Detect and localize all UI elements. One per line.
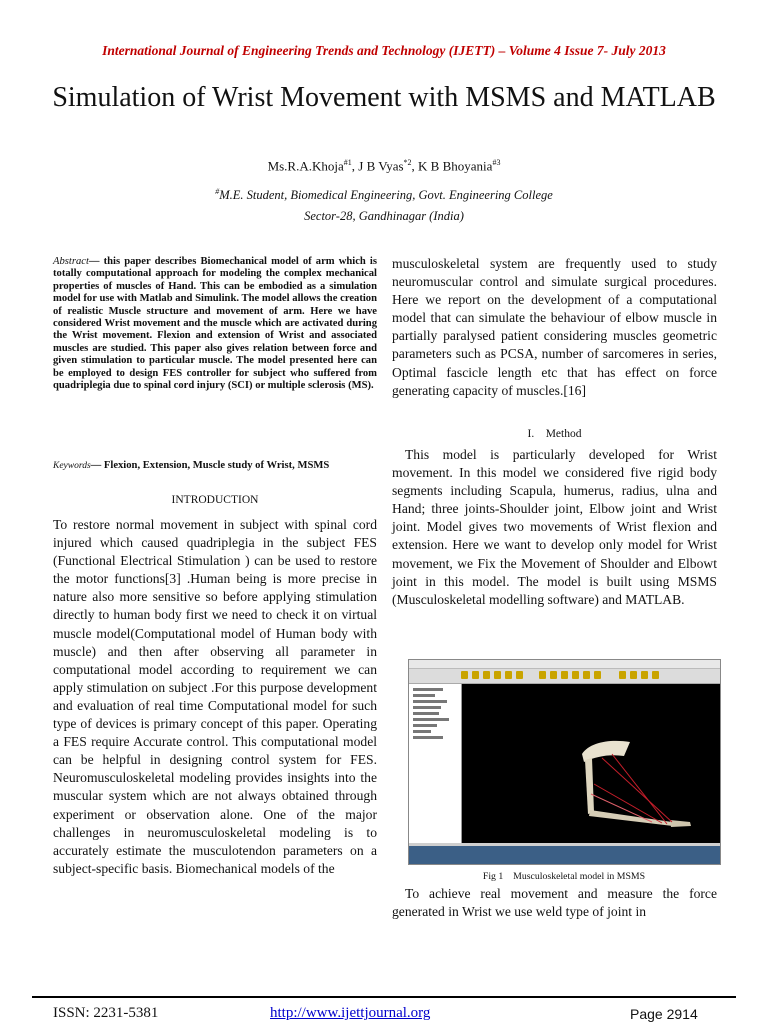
- footer-rule: [32, 996, 736, 998]
- toolbar-icon: [505, 671, 512, 679]
- muscle-line: [612, 754, 667, 824]
- affiliation-line-2: Sector-28, Gandhinagar (India): [304, 209, 464, 224]
- keywords: [53, 460, 377, 471]
- keywords-label: Keywords: [53, 461, 91, 471]
- toolbar-icon: [630, 671, 637, 679]
- author-name: Ms.R.A.Khoja: [267, 158, 344, 174]
- method-paragraph: This model is particularly developed for Wrist movement. In this model we considered five rigid body segments including Scapula, humerus, radius, ulna and Hand; three joints-Shoulder joint, Elbow joint and Wrist joint. Model gives two movements of Wrist flexion and extension. Here we want to develop only model for Wrist movement, we Fix the Movement of Shoulder and Elbowt joint in this model. The model is built using MSMS (Musculoskeletal modelling software) and MATLAB.: [392, 447, 717, 607]
- toolbar-icon: [472, 671, 479, 679]
- figure-taskbar: [409, 846, 720, 864]
- abstract-text: — this paper describes Biomechanical model of arm which is totally computational approach for modeling the complex mechanical properties of muscles of Hand. This can be embodied as a simulation model for use with Matlab and Simulink. The model allows the creation of realistic Muscle structure and movement of arm. Here we have considered Wrist movement and the muscle which are activated during the Wrist movement. Flexion and extension of Wrist and associated muscles are studied. This paper also gives relation between force and given stimulation to particular muscle. The model presented here can be employed to design FES controller for subject who suffered from quadriplegia due to spinal cord injury (SCI) or multiple sclerosis (MS).: [53, 256, 377, 392]
- footer-issn: ISSN: 2231-5381: [53, 1005, 159, 1021]
- footer-url-link[interactable]: http://www.ijettjournal.org: [270, 1005, 431, 1021]
- author-sup: #3: [492, 158, 501, 167]
- toolbar-icon: [619, 671, 626, 679]
- affiliation: [0, 181, 768, 227]
- method-text: [392, 446, 717, 609]
- figure-3d-viewport: [462, 684, 720, 846]
- toolbar-icon: [461, 671, 468, 679]
- figure-msms-screenshot: [408, 659, 721, 865]
- toolbar-icon: [494, 671, 501, 679]
- tree-row: [413, 706, 441, 709]
- author-name: J B Vyas: [358, 158, 404, 174]
- section-heading-method: I. Method: [527, 428, 582, 440]
- toolbar-icon: [516, 671, 523, 679]
- arm-model-drawing: [462, 684, 720, 846]
- after-figure-text: [392, 885, 717, 921]
- figure-menubar: [409, 660, 720, 669]
- toolbar-icon: [561, 671, 568, 679]
- tree-row: [413, 736, 443, 739]
- toolbar-icon: [550, 671, 557, 679]
- tree-row: [413, 694, 435, 697]
- toolbar-icon: [539, 671, 546, 679]
- toolbar-icon: [583, 671, 590, 679]
- figure-toolbar: [409, 669, 720, 684]
- tree-row: [413, 700, 447, 703]
- humerus-shape: [585, 758, 594, 814]
- introduction-text: To restore normal movement in subject with spinal cord injured which caused quadriplegia in the subject FES (Functional Electrical Stimulation ) can be used to restore the motor functions[3] .Human being is more precise in nature also more sensitive so before applying stimulation directly to human body first we need to check it on virtual muscle model(Computational model of Human body with muscle) and then after observing all parameter in computational model according to requirement we can apply stimulation on subject .For this purpose development and evaluation of real time Computational model for such type of devices is primary concept of this paper. Operating a FES require Accurate control. This computational model can be helpful in designing control system for FES. Neuromusculoskeletal modeling provides insights into the muscular system which are not always obtained through experiment or observation alone. One of the major challenges in neuromusculoskeletal modeling is to accurately estimate the musculotendon parameters on a subject-specific basis. Biomechanical models of the: [53, 517, 377, 876]
- toolbar-icon: [572, 671, 579, 679]
- toolbar-icon: [641, 671, 648, 679]
- section-heading-introduction: INTRODUCTION: [171, 494, 259, 506]
- hand-shape: [670, 820, 691, 827]
- after-figure-paragraph: To achieve real movement and measure the force generated in Wrist we use weld type of joint in: [392, 886, 717, 920]
- footer-page-number: Page 2914: [630, 1006, 698, 1022]
- tree-row: [413, 718, 449, 721]
- affiliation-line-1: M.E. Student, Biomedical Engineering, Govt. Engineering College: [219, 188, 553, 203]
- author-name: K B Bhoyania: [418, 158, 493, 174]
- tree-row: [413, 712, 439, 715]
- affiliation-sup: #: [215, 187, 220, 196]
- tree-row: [413, 724, 437, 727]
- right-column-continuation: musculoskeletal system are frequently used to study neuromuscular control and simulate surgical procedures. Here we report on the development of a computational model that can simulate the behaviour of elbow muscle in partially paralysed patient considering muscles geometric parameters such as PCSA, number of sarcomeres in series, Optimal fascicle length etc that has effect on force generating capacity of muscles.[16]: [392, 256, 717, 398]
- figure-model-tree: [409, 684, 462, 846]
- author-list: Ms.R.A.Khoja$^{\#1}$, J B Vyas$^{*2}$, K B Bhoyania$^{\#3}$: [267, 158, 501, 174]
- figure-caption: Fig 1 Musculoskeletal model in MSMS: [482, 871, 646, 882]
- toolbar-icon: [652, 671, 659, 679]
- author-sup: *2: [403, 158, 412, 167]
- tree-row: [413, 688, 443, 691]
- keywords-text: — Flexion, Extension, Muscle study of Wrist, MSMS: [90, 460, 330, 471]
- author-sup: #1: [343, 158, 352, 167]
- paper-title: Simulation of Wrist Movement with MSMS and MATLAB: [52, 82, 716, 113]
- journal-header: International Journal of Engineering Trends and Technology (IJETT) – Volume 4 Issue 7- July 2013: [102, 43, 666, 58]
- toolbar-icon: [483, 671, 490, 679]
- abstract: [53, 256, 377, 392]
- abstract-label: Abstract: [53, 256, 89, 267]
- tree-row: [413, 730, 431, 733]
- toolbar-icon: [594, 671, 601, 679]
- muscle-line: [602, 758, 672, 822]
